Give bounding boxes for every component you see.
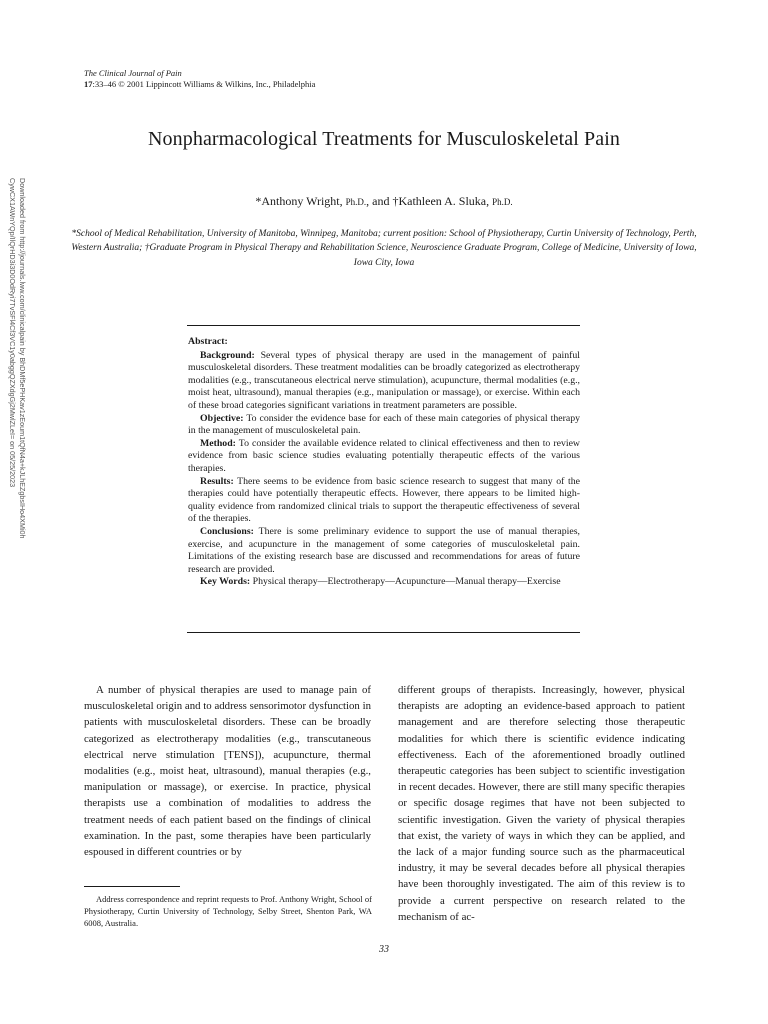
body-column-left: [84, 682, 371, 860]
abstract-results: [188, 476, 580, 526]
body-paragraph-right: different groups of therapists. Increasingly, however, physical therapists are adopting an evidence-based approach to patient management and are therefore selecting those therapeutic modalities for which there is scientific evidence indicating effectiveness. Each of the aforementioned broadly outlined therapeutic categories has been subject to scientific investigation in recent decades. However, there are still many specific therapies or specific dosage regimes that have not been subjected to scientific investigation. Given the variety of physical therapies that exist, the variety of ways in which they can be applied, and the lack of a major funding source such as the pharmaceutical industry, it may be several decades before all physical therapies have been thoroughly investigated. The aim of this review is to provide a current perspective on research related to the mechanism of ac-: [398, 684, 685, 923]
abstract-top-rule: [187, 325, 580, 326]
abstract-conclusions-label: Conclusions:: [200, 525, 254, 537]
journal-header: [84, 68, 315, 90]
abstract-block: [188, 336, 580, 589]
abstract-method-text: To consider the available evidence related to clinical effectiveness and then to review evidence from basic science studies evaluating potentially therapeutic effects of the various therapies.: [188, 437, 580, 474]
abstract-background-label: Background:: [200, 349, 255, 361]
author-join: , and: [366, 194, 393, 208]
body-column-right: [398, 682, 685, 925]
abstract-objective: [188, 413, 580, 438]
abstract-bottom-rule: [187, 632, 580, 633]
correspondence-footnote: Address correspondence and reprint requests to Prof. Anthony Wright, School of Physiotherapy, Curtin University of Technology, Selby Street, Shenton Park, WA 6008, Australia.: [84, 894, 372, 928]
author-line: [0, 194, 768, 209]
journal-name: The Clinical Journal of Pain: [84, 68, 182, 78]
body-paragraph-left: A number of physical therapies are used to manage pain of musculoskeletal origin and to address sensorimotor dysfunction in patients with musculoskeletal disorders. These can be broadly categorized as electrotherapy modalities (e.g., transcutaneous electrical nerve stimulation [TENS]), acupuncture, thermal modalities (e.g., moist heat, ultrasound), manual therapies (e.g., manipulation or massage), or exercise. In practice, physical therapists use a combination of modalities to address the treatment needs of each patient based on the findings of clinical examination. In the past, some therapies have been particularly espoused in different countries or by: [84, 684, 371, 859]
abstract-results-label: Results:: [200, 475, 234, 487]
abstract-method-label: Method:: [200, 437, 236, 449]
abstract-objective-label: Objective:: [200, 412, 244, 424]
abstract-background: [188, 350, 580, 413]
article-title: Nonpharmacological Treatments for Musculoskeletal Pain: [148, 128, 620, 150]
abstract-keywords-text: Physical therapy—Electrotherapy—Acupuncture—Manual therapy—Exercise: [250, 576, 561, 588]
abstract-keywords-label: Key Words:: [200, 576, 251, 588]
download-watermark-line1: Downloaded from http://journals.lww.com/clinicalpain by BhDMf5ePHKav1zEoum1tQfN4a+kJLhEZgbsIHo4XMi0h: [18, 178, 27, 539]
affiliations: *School of Medical Rehabilitation, University of Manitoba, Winnipeg, Manitoba; current position: School of Physiotherapy, Curtin University of Technology, Perth, Western Australia; †Graduate Program in Physical Therapy and Rehabilitation Science, Neuroscience Graduate Program, College of Medicine, University of Iowa, Iowa City, Iowa: [71, 229, 697, 268]
download-watermark-line2: CywCX1AWnYQp/IlQrHD3i3D0OdRyi7TvSFl4Cf3VC1y0abggQZXdgGj2MwlZLeI= on 05/25/2023: [8, 178, 17, 488]
abstract-background-text: Several types of physical therapy are used in the management of painful musculoskeletal disorders. These treatment modalities can be broadly categorized as electrotherapy modalities (e.g., transcutaneous electrical nerve stimulation), acupuncture, thermal modalities (e.g., moist heat, ultrasound), manual therapies (e.g., manipulation or massage), or exercise. Within each of these broad categories significant variations in treatment parameters are possible.: [188, 349, 580, 411]
abstract-keywords: [188, 576, 580, 589]
download-watermark: [0, 178, 34, 638]
abstract-results-text: There seems to be evidence from basic science research to suggest that many of the therapies could have potentially therapeutic effects. However, there appears to be limited high-quality evidence from randomized clinical trials to support the therapeutic effectiveness of several of the therapies.: [188, 475, 580, 525]
page-number: 33: [379, 944, 389, 955]
journal-citation-text: :33–46 © 2001 Lippincott Williams & Wilkins, Inc., Philadelphia: [92, 79, 316, 89]
author-2: †Kathleen A. Sluka,: [392, 194, 490, 208]
journal-citation: [84, 79, 315, 90]
author-2-degree: Ph.D.: [492, 197, 513, 207]
author-1-degree: Ph.D.: [345, 197, 367, 207]
footnote-rule: [84, 886, 180, 887]
abstract-conclusions-text: There is some preliminary evidence to support the use of manual therapies, exercise, and acupuncture in the management of some categories of musculoskeletal pain. Limitations of the existing research base are discussed and recommendations for areas of future research are provided.: [188, 525, 580, 575]
author-1: *Anthony Wright,: [255, 194, 343, 208]
abstract-conclusions: [188, 526, 580, 576]
abstract-objective-text: To consider the evidence base for each of these main categories of physical therapy in the management of musculoskeletal pain.: [188, 412, 580, 437]
abstract-heading: Abstract:: [188, 336, 228, 347]
abstract-method: [188, 438, 580, 476]
journal-volume: 17: [84, 79, 93, 89]
